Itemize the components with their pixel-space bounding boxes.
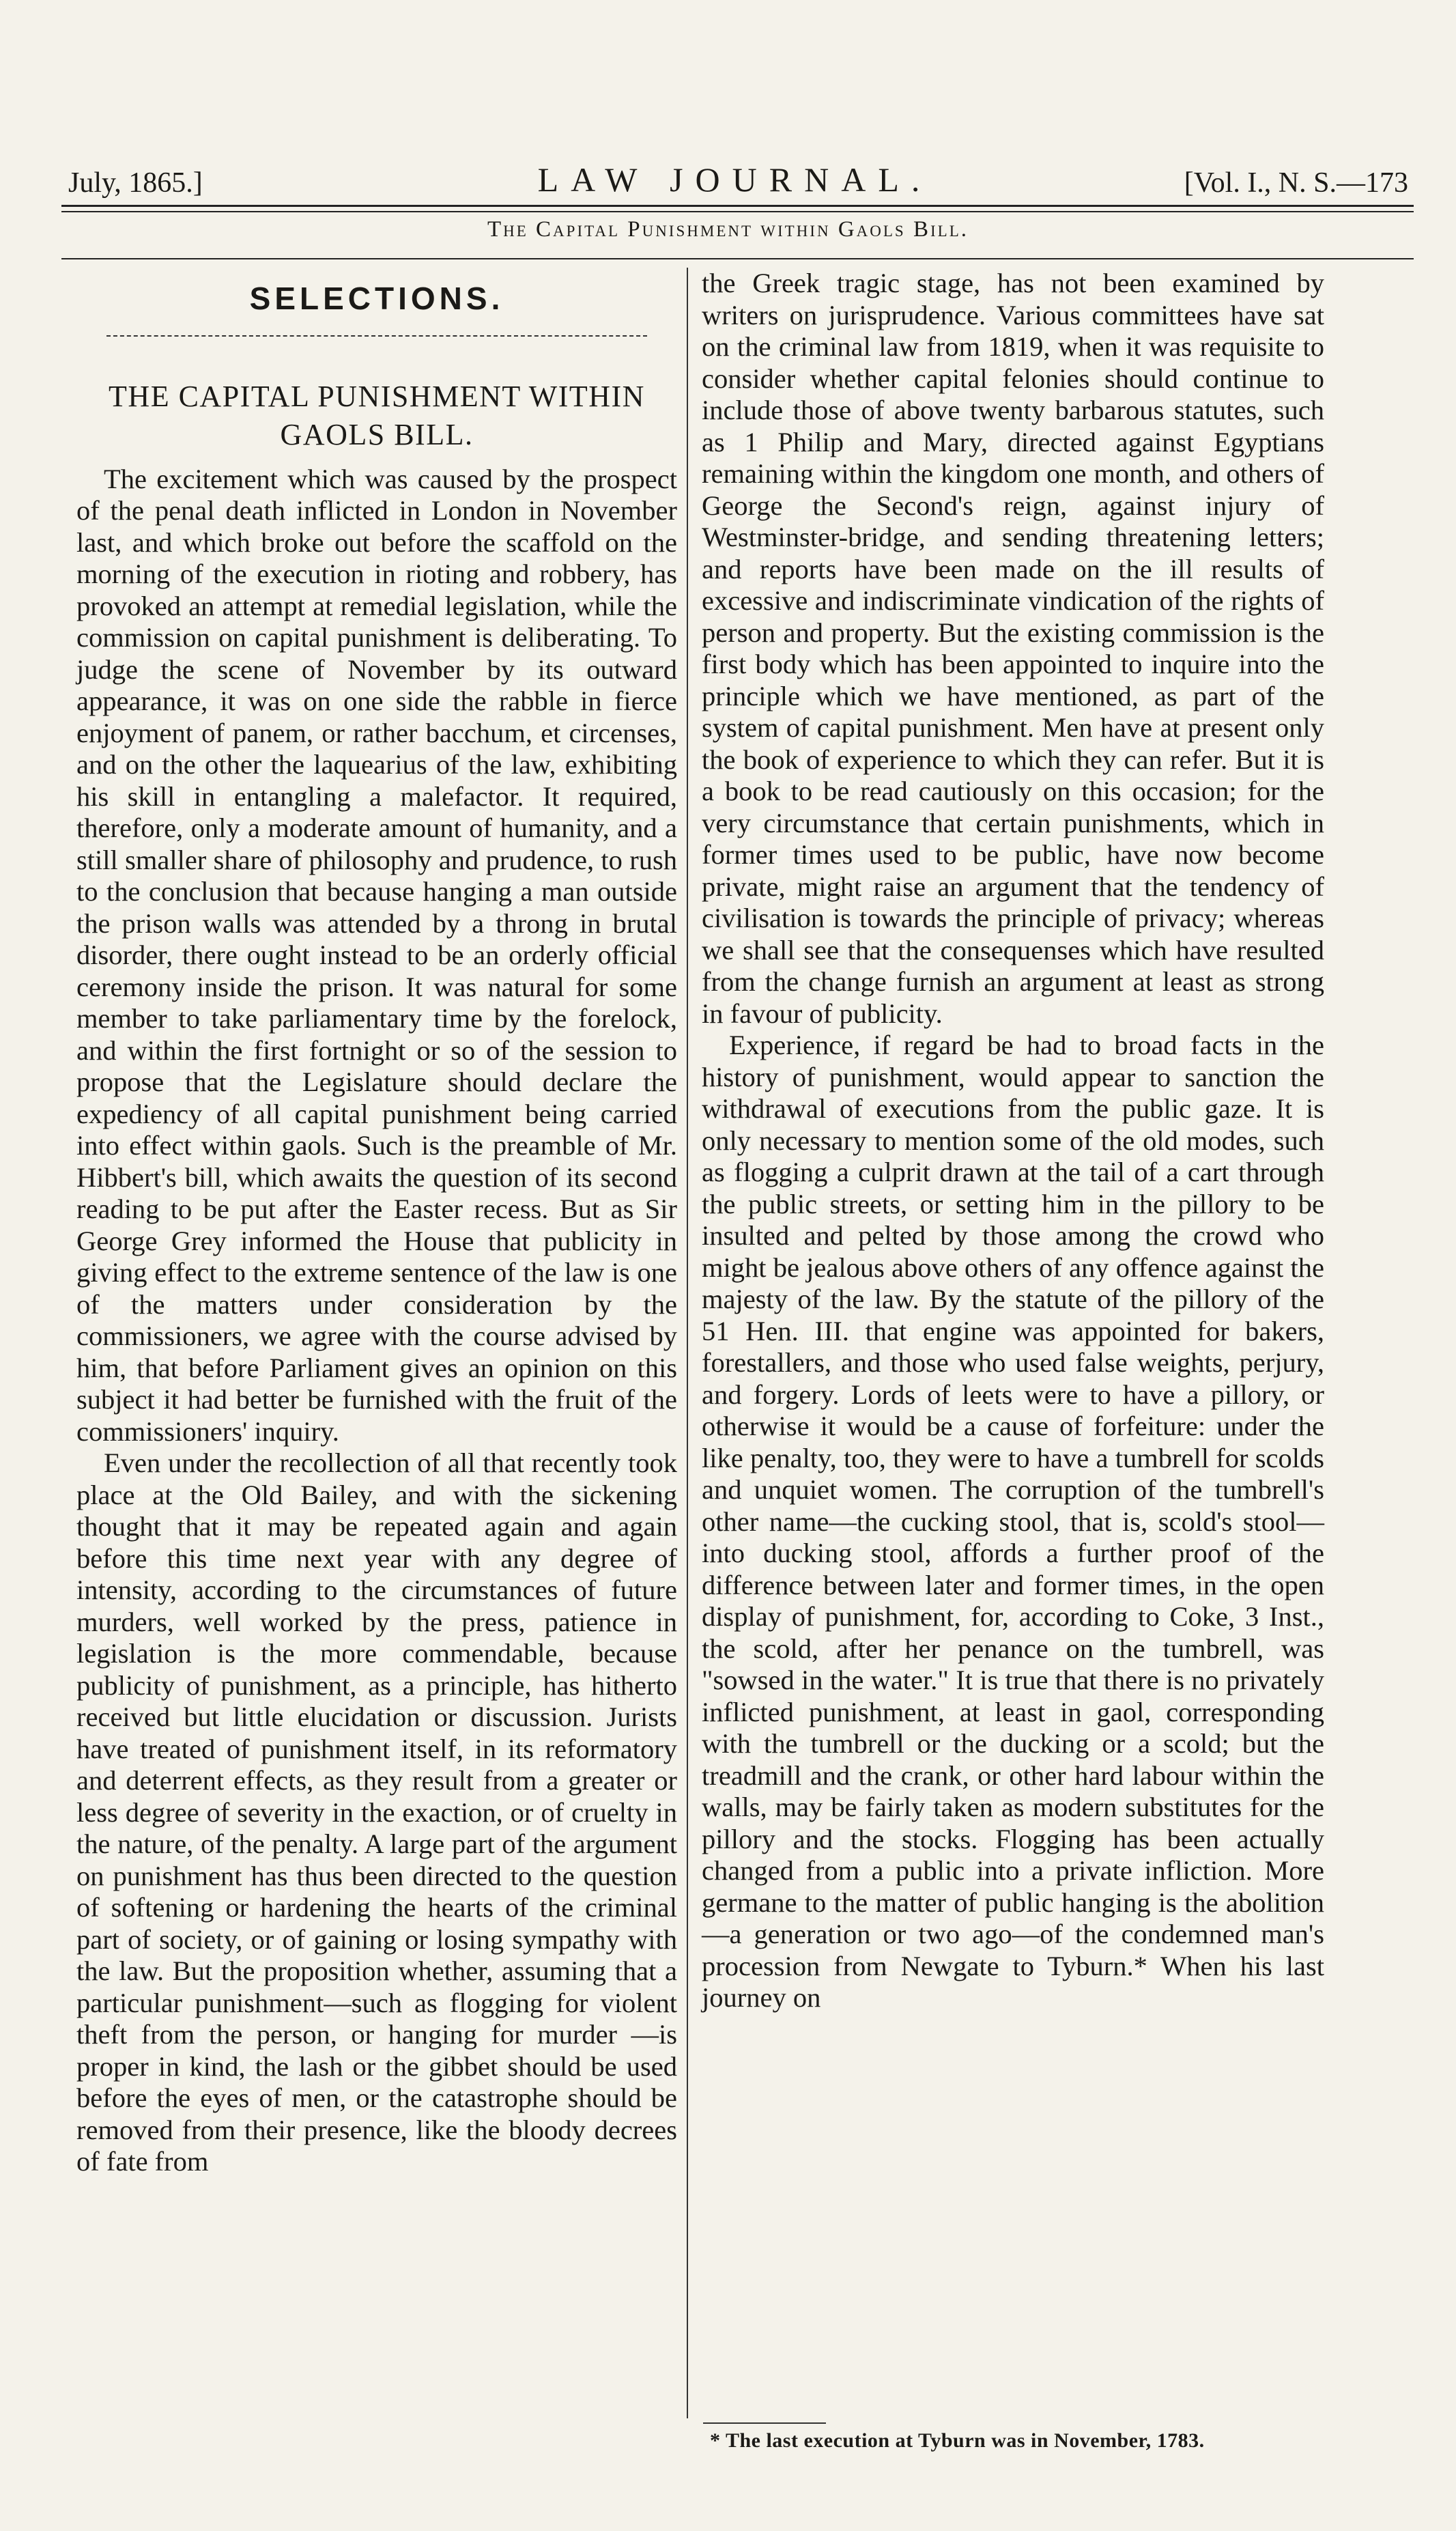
footnote: * The last execution at Tyburn was in November, 1783.: [710, 2429, 1205, 2452]
footnote-rule: [703, 2422, 826, 2424]
paragraph: Experience, if regard be had to broad facts in the history of punishment, would appear to sanction the withdrawal of executions from the public gaze. It is only necessary to mention some of the old modes, such as flogging a culprit drawn at the tail of a cart through the public streets, or setting him in the pillory to be insulted and pelted by those among the crowd who might be jealous above others of any offence against the majesty of the law. By the statute of the pillory of the 51 Hen. III. that engine was appointed for bakers, forestallers, and those who used false weights, perjury, and forgery. Lords of leets were to have a pillory, or otherwise it would be a cause of forfeiture: under the like penalty, too, they were to have a tumbrell for scolds and unquiet women. The corruption of the tumbrell's other name—the cucking stool, that is, scold's stool—into ducking stool, affords a further proof of the difference between later and former times, in the open display of punishment, for, according to Coke, 3 Inst., the scold, after her penance on the tumbrell, was "sowsed in the water." It is true that there is no privately inflicted punishment, at least in gaol, corresponding with the tumbrell or the ducking or a scold; but the treadmill and the crank, or other hard labour within the walls, may be fairly taken as modern substitutes for the pillory and the stocks. Flogging has been actually changed from a public into a private infliction. More germane to the matter of public hanging is the abolition—a generation or two ago—of the condemned man's procession from Newgate to Tyburn.* When his last journey on: [702, 1030, 1324, 2013]
page-subheading: The Capital Punishment within Gaols Bill.: [487, 217, 969, 242]
paragraph-continued: the Greek tragic stage, has not been examined by writers on jurisprudence. Various committees have sat on the criminal law from 1819, when it was requisite to consider whether capital felonies should continue to include those of above twenty barbarous statutes, such as 1 Philip and Mary, directed against Egyptians remaining within the kingdom one month, and others of George the Second's reign, against injury of Westminster-bridge, and sending threatening letters; and reports have been made on the ill results of excessive and indiscriminate vindication of the rights of person and property. But the existing commission is the first body which has been appointed to inquire into the principle which we have mentioned, as part of the system of capital punishment. Men have at present only the book of experience to which they can refer. But it is a book to be read cautiously on this occasion; for the very circumstance that certain punishments, which in former times used to be public, have now become private, might raise an argument that the tendency of civilisation is towards the principle of privacy; whereas we shall see that the consequenses which have resulted from the change furnish an argument at least as strong in favour of publicity.: [702, 268, 1324, 1029]
article-title: THE CAPITAL PUNISHMENT WITHIN GAOLS BILL.: [109, 379, 645, 451]
left-column: [76, 268, 677, 2178]
paragraph: Even under the recollection of all that recently took place at the Old Bailey, and with the sickening thought that it may be repeated again and again before this time next year with any degree of intensity, according to the circumstances of future murders, well worked by the press, patience in legislation is the more commendable, because publicity of punishment, as a principle, has hitherto received but little elucidation or discussion. Jurists have treated of punishment itself, in its reformatory and deterrent effects, as they result from a greater or less degree of severity in the exaction, or of cruelty in the nature, of the penalty. A large part of the argument on punishment has thus been directed to the question of softening or hardening the hearts of the criminal part of society, or of gaining or losing sympathy with the law. But the proposition whether, assuming that a particular punishment—such as flogging for violent theft from the person, or hanging for murder —is proper in kind, the lash or the gibbet should be used before the eyes of men, or the catastrophe should be removed from their presence, like the bloody decrees of fate from: [76, 1447, 677, 2177]
section-dashed-rule: [106, 335, 647, 337]
column-divider: [687, 268, 688, 2418]
subheading-rule: [61, 258, 1414, 259]
running-head: [61, 142, 1408, 203]
paragraph: The excitement which was caused by the prospect of the penal death inflicted in London in November last, and which broke out before the scaffold on the morning of the execution in rioting and robbery, has provoked an attempt at remedial legislation, while the commission on capital punishment is deliberating. To judge the scene of November by its outward appearance, it was on one side the rabble in fierce enjoyment of panem, or rather bacchum, et circenses, and on the other the laquearius of the law, exhibiting his skill in entangling a malefactor. It required, therefore, only a moderate amount of humanity, and a still smaller share of philosophy and prudence, to rush to the conclusion that because hanging a man outside the prison walls was attended by a throng in brutal disorder, there ought instead to be an orderly official ceremony inside the prison. It was natural for some member to take parliamentary time by the forelock, and within the first fortnight or so of the session to propose that the Legislature should declare the expediency of all capital punishment being carried into effect within gaols. Such is the preamble of Mr. Hibbert's bill, which awaits the question of its second reading to be put after the Easter recess. But as Sir George Grey informed the House that publicity in giving effect to the extreme sentence of the law is one of the matters under consideration by the commissioners, we agree with the course advised by him, that before Parliament gives an opinion on this subject it had better be furnished with the fruit of the commissioners' inquiry.: [76, 463, 677, 1447]
issue-date: July, 1865.]: [68, 167, 203, 199]
volume-page-number: [Vol. I., N. S.—173: [1184, 167, 1408, 199]
right-column: [702, 268, 1324, 2014]
header-double-rule: [61, 205, 1414, 212]
section-heading: SELECTIONS.: [249, 281, 504, 316]
journal-title: LAW JOURNAL.: [537, 160, 932, 199]
